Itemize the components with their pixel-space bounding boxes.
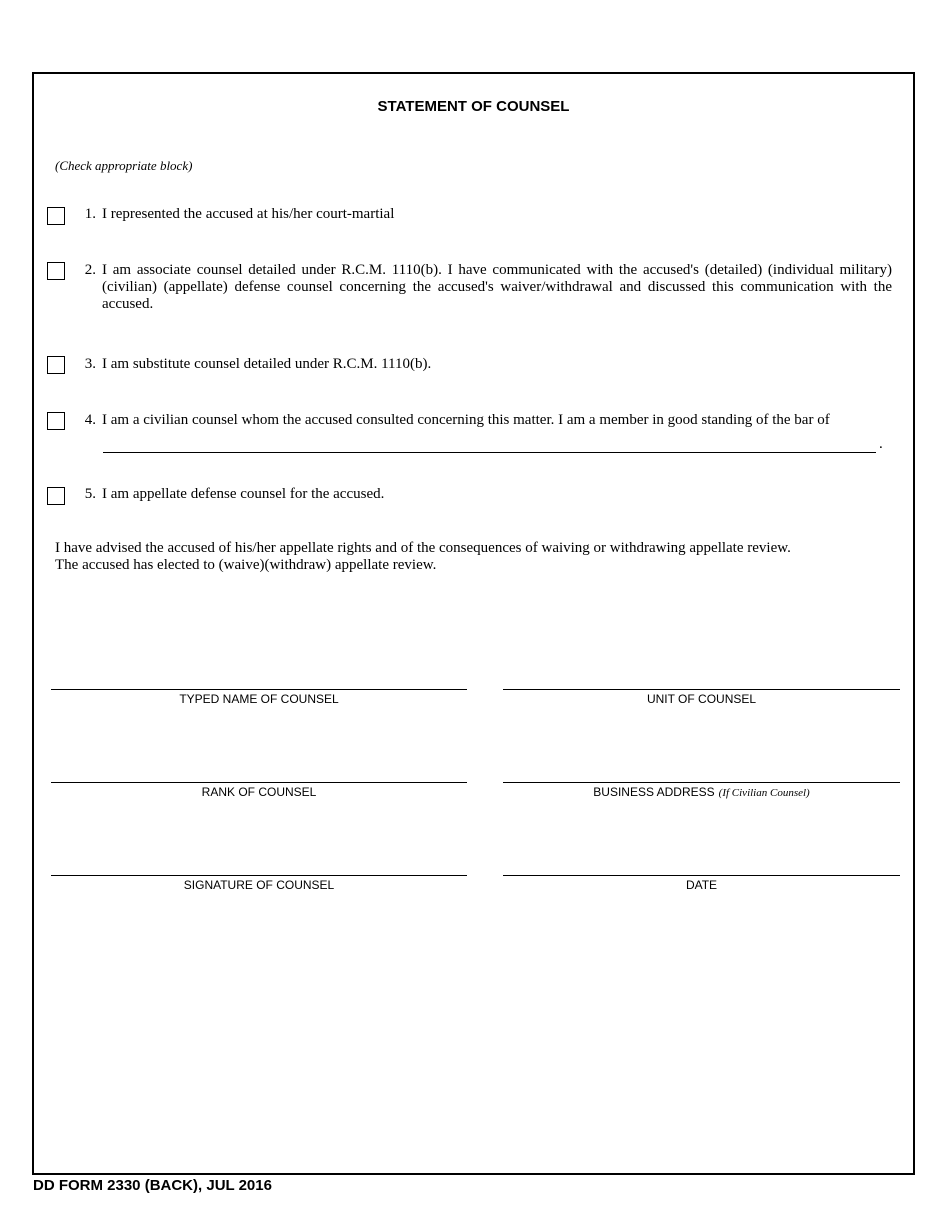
bar-membership-field[interactable] xyxy=(103,452,876,453)
item-4-text: I am a civilian counsel whom the accused consulted concerning this matter. I am a member in good standing of the bar of xyxy=(102,412,830,428)
business-address-label-text: BUSINESS ADDRESS xyxy=(593,785,715,799)
form-title: STATEMENT OF COUNSEL xyxy=(377,98,570,115)
rank-label: RANK OF COUNSEL xyxy=(201,785,317,799)
form-footer-id: DD FORM 2330 (BACK), JUL 2016 xyxy=(33,1177,272,1194)
rank-field[interactable] xyxy=(51,782,467,783)
signature-field[interactable] xyxy=(51,875,467,876)
business-address-note: (If Civilian Counsel) xyxy=(718,787,810,799)
item-5-number: 5. xyxy=(84,486,96,502)
advisement-line-1: I have advised the accused of his/her appellate rights and of the consequences of waiving or withdrawing appellate review. xyxy=(55,540,791,556)
item-3-text: I am substitute counsel detailed under R.C.M. 1110(b). xyxy=(102,356,432,372)
unit-label: UNIT OF COUNSEL xyxy=(646,692,757,706)
checkbox-item-3[interactable] xyxy=(47,356,65,374)
typed-name-label: TYPED NAME OF COUNSEL xyxy=(179,692,339,706)
checkbox-item-1[interactable] xyxy=(47,207,65,225)
item-1-text: I represented the accused at his/her court-martial xyxy=(102,206,395,222)
advisement-line-2: The accused has elected to (waive)(withdraw) appellate review. xyxy=(55,557,437,573)
business-address-label xyxy=(503,785,900,799)
checkbox-item-2[interactable] xyxy=(47,262,65,280)
item-2-number: 2. xyxy=(84,262,96,278)
bar-field-period: . xyxy=(879,436,883,452)
item-5-text: I am appellate defense counsel for the accused. xyxy=(102,486,385,502)
date-label: DATE xyxy=(685,878,718,892)
form-frame xyxy=(32,72,915,1175)
unit-field[interactable] xyxy=(503,689,900,690)
item-4-number: 4. xyxy=(84,412,96,428)
checkbox-item-5[interactable] xyxy=(47,487,65,505)
item-3-number: 3. xyxy=(84,356,96,372)
signature-label: SIGNATURE OF COUNSEL xyxy=(183,878,335,892)
date-field[interactable] xyxy=(503,875,900,876)
checkbox-item-4[interactable] xyxy=(47,412,65,430)
business-address-field[interactable] xyxy=(503,782,900,783)
item-1-number: 1. xyxy=(84,206,96,222)
check-instruction: (Check appropriate block) xyxy=(55,158,193,173)
item-2-text: I am associate counsel detailed under R.C.M. 1110(b). I have communicated with the accused's (detailed) (individual military) (civilian) (appellate) defense counsel concerning the accused's waiver/withdrawal and discussed this communication with the accused. xyxy=(102,262,892,312)
typed-name-field[interactable] xyxy=(51,689,467,690)
